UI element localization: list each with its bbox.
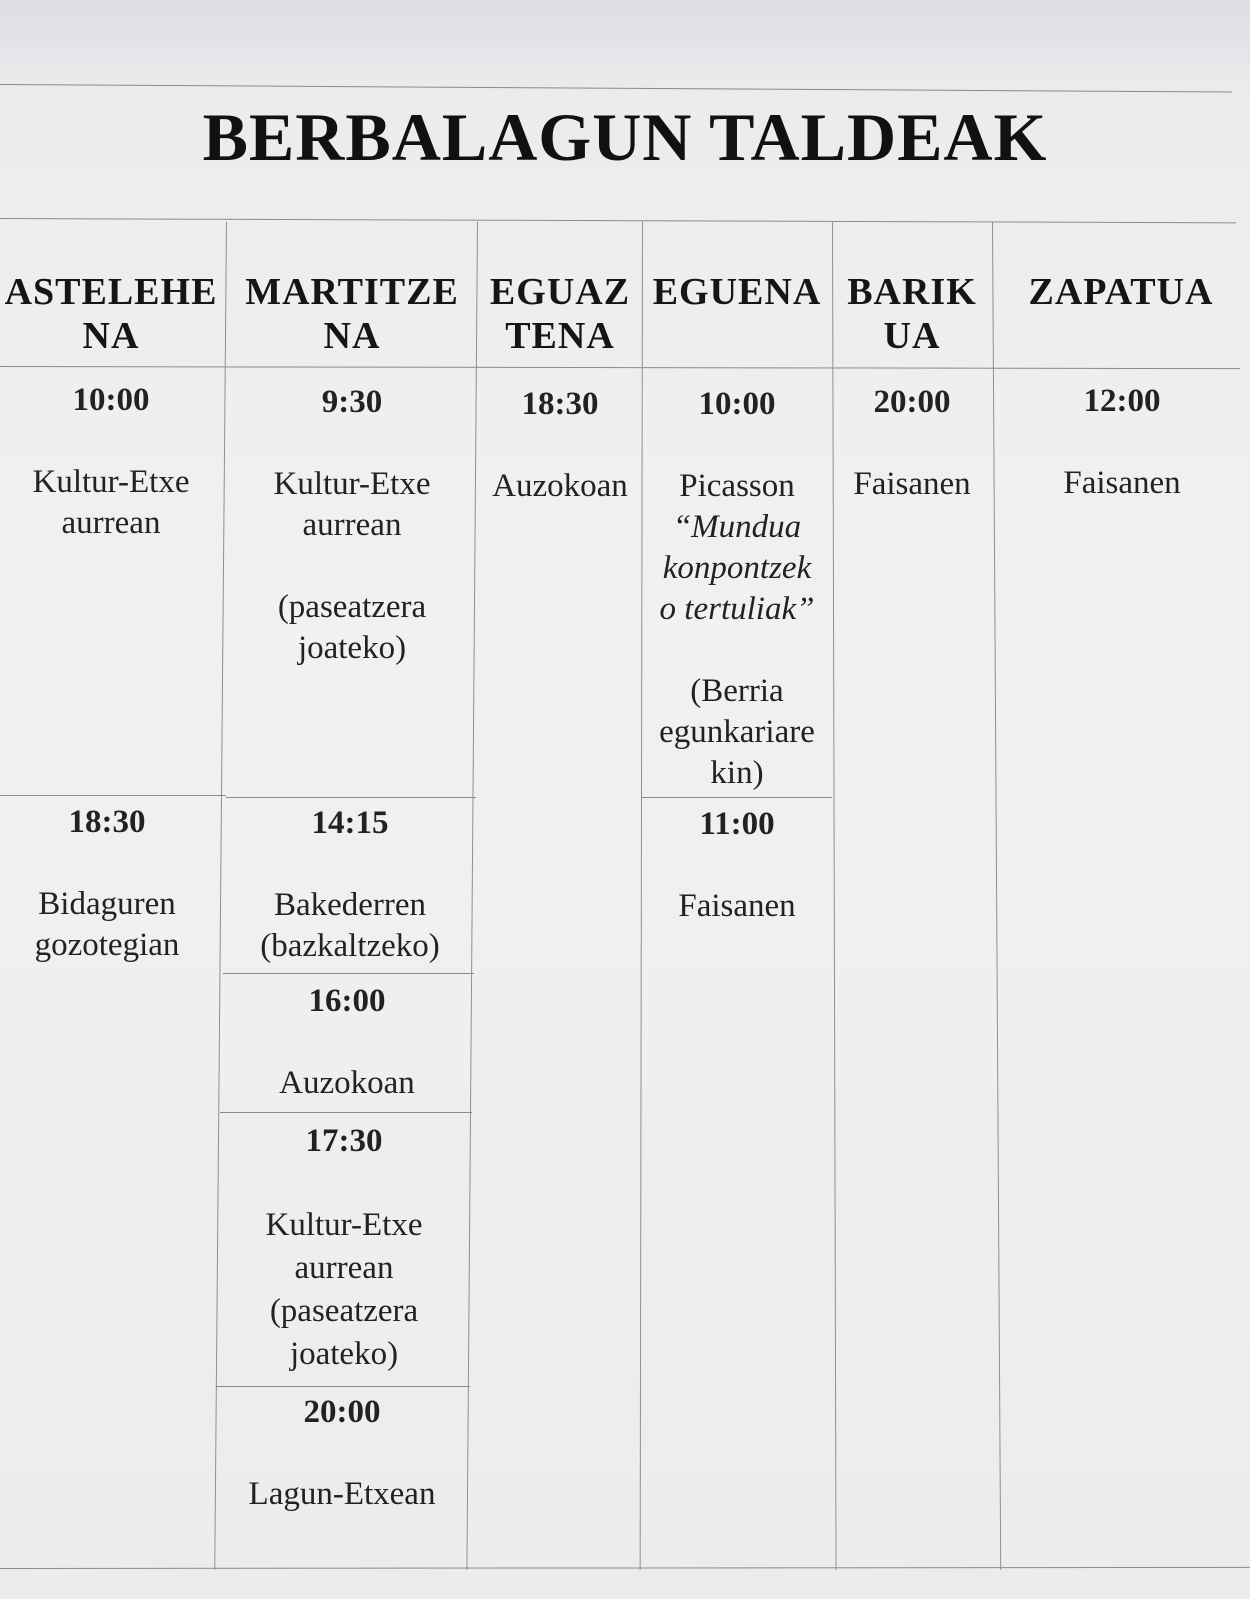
cell-divider [223, 973, 474, 974]
session-place: Faisanen [853, 466, 971, 502]
day-header-eguena [642, 270, 832, 314]
day-header-martitzena [228, 270, 476, 358]
bottom-rule [0, 1567, 1250, 1569]
session-place: (paseatzera [269, 1293, 419, 1329]
session-place: (bazkaltzeko) [260, 928, 440, 964]
session-place: aurrean [61, 505, 161, 541]
session-note: egunkariare [659, 714, 815, 750]
session-barikua-1 [832, 382, 992, 505]
session-time: 20:00 [873, 384, 951, 420]
session-time: 10:00 [698, 386, 776, 422]
session-time: 17:30 [305, 1123, 383, 1159]
session-time: 14:15 [311, 805, 389, 841]
session-place: “Mundua [672, 509, 802, 545]
session-eguena-1 [642, 384, 832, 794]
cell-divider [642, 797, 832, 798]
day-header-barikua [832, 270, 992, 358]
page-title: BERBALAGUN TALDEAK [202, 99, 1048, 175]
session-place: Picasson [679, 468, 795, 504]
session-time: 10:00 [72, 382, 150, 418]
session-note: kin) [710, 755, 764, 791]
session-time: 12:00 [1083, 383, 1161, 419]
cell-divider [0, 795, 226, 796]
session-time: 20:00 [303, 1394, 381, 1430]
session-note: (Berria [690, 673, 784, 709]
day-header-line: NA [323, 315, 381, 357]
session-time: 9:30 [321, 384, 383, 420]
day-header-line: NA [82, 315, 140, 357]
session-zapatua-1 [994, 381, 1250, 504]
day-header-zapatua [992, 270, 1250, 314]
session-astelehena-2 [0, 802, 214, 966]
day-header-line: EGUAZ [489, 271, 631, 313]
day-header-line: TENA [505, 315, 615, 357]
day-header-line: BARIK [847, 271, 977, 313]
session-martitzena-3 [223, 981, 471, 1104]
session-note: joateko) [297, 630, 407, 666]
session-place: Faisanen [1063, 465, 1181, 501]
session-place: gozotegian [34, 927, 180, 963]
cell-divider [226, 797, 476, 798]
day-header-eguaztena [478, 270, 642, 358]
day-header-line: ASTELEHE [4, 271, 218, 313]
session-place: Auzokoan [492, 468, 628, 504]
day-header-line: UA [883, 315, 941, 357]
session-time: 18:30 [68, 804, 146, 840]
day-header-line: ZAPATUA [1028, 271, 1214, 313]
session-martitzena-4 [220, 1120, 468, 1376]
cell-divider [216, 1386, 470, 1387]
session-astelehena-1 [0, 380, 222, 544]
session-martitzena-2 [226, 803, 474, 967]
session-place: Kultur-Etxe [273, 466, 431, 502]
session-place: aurrean [302, 507, 402, 543]
session-place: Bidaguren [38, 886, 176, 922]
cell-divider [220, 1112, 472, 1113]
header-bottom-rule [0, 366, 1240, 369]
session-time: 11:00 [699, 806, 775, 842]
session-place: Faisanen [678, 888, 796, 924]
session-place: konpontzek [662, 550, 812, 586]
header-top-rule [0, 218, 1236, 223]
session-place: aurrean [294, 1250, 394, 1286]
top-rule [0, 84, 1232, 93]
session-place: joateko) [289, 1336, 399, 1372]
session-place: Auzokoan [279, 1065, 415, 1101]
session-place: Kultur-Etxe [265, 1207, 423, 1243]
session-eguena-2 [642, 804, 832, 927]
session-martitzena-5 [216, 1392, 468, 1515]
session-place: Kultur-Etxe [32, 464, 190, 500]
day-header-line: MARTITZE [245, 271, 459, 313]
session-place: Bakederren [273, 887, 427, 923]
day-header-astelehena [0, 270, 222, 358]
session-martitzena-1 [228, 382, 476, 669]
session-note: (paseatzera [277, 589, 427, 625]
session-time: 16:00 [308, 983, 386, 1019]
session-time: 18:30 [521, 386, 599, 422]
day-header-line: EGUENA [652, 271, 822, 313]
session-place: o tertuliak” [659, 591, 815, 627]
session-place: Lagun-Etxean [248, 1476, 436, 1512]
session-eguaztena-1 [478, 384, 642, 507]
